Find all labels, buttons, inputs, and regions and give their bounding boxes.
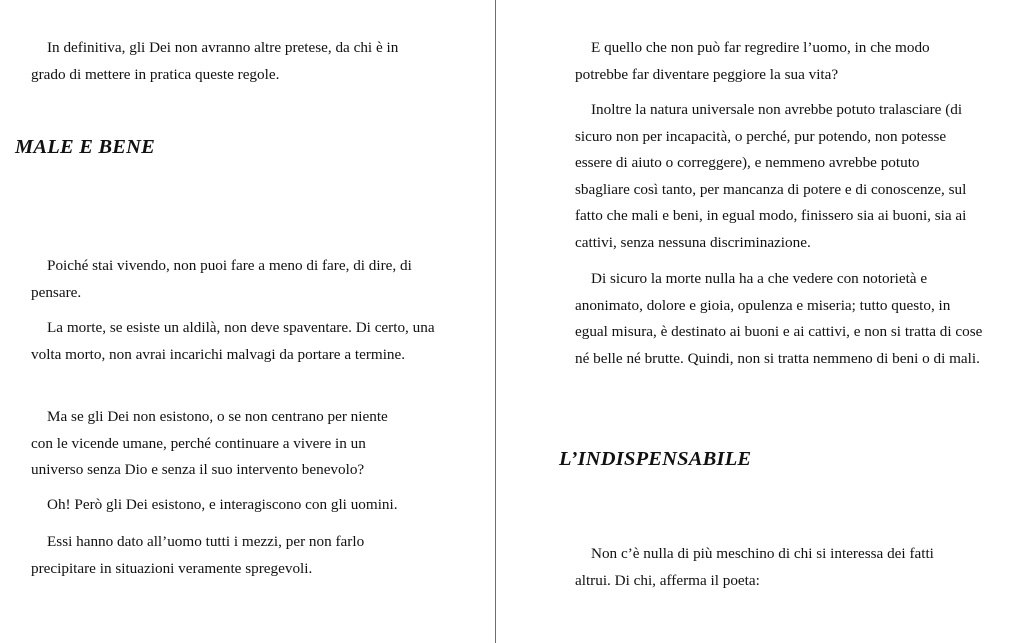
section-heading-l-indispensabile: L’INDISPENSABILE — [559, 448, 752, 470]
right-paragraph-1: E quello che non può far regredire l’uomo, in che modo potrebbe far diventare peggiore la sua vita? — [575, 39, 930, 83]
section-heading-male-e-bene: MALE E BENE — [15, 136, 156, 158]
left-paragraph-4: Oh! Però gli Dei esistono, e interagiscono con gli uomini. — [47, 496, 398, 513]
right-paragraph-2: Inoltre la natura universale non avrebbe potuto tralasciare (di sicuro non per incapacità, o perché, pur potendo, non potesse essere di aiuto o correggere), e nemmeno avrebbe potuto sbagliare così tanto, per mancanza di potere e di conoscenze, sul fatto che mali e beni, in egual modo, finissero sia ai buoni, sia ai cattivi, senza nessuna discriminazione. — [575, 101, 967, 251]
left-paragraph-5: Essi hanno dato all’uomo tutti i mezzi, per non farlo precipitare in situazioni veramente spregevoli. — [31, 533, 365, 577]
left-paragraph-3: Ma se gli Dei non esistono, o se non centrano per niente con le vicende umane, perché continuare a vivere in un universo senza Dio e senza il suo intervento benevolo? — [31, 408, 388, 478]
left-paragraph-1: Poiché stai vivendo, non puoi fare a meno di fare, di dire, di pensare. — [31, 257, 412, 301]
left-paragraph-2: La morte, se esiste un aldilà, non deve spaventare. Di certo, una volta morto, non avrai incarichi malvagi da portare a termine. — [31, 319, 435, 363]
left-page — [0, 0, 495, 643]
left-intro-paragraph: In definitiva, gli Dei non avranno altre pretese, da chi è in grado di mettere in pratica queste regole. — [31, 39, 399, 83]
right-closing-paragraph: Non c’è nulla di più meschino di chi si interessa dei fatti altrui. Di chi, afferma il poeta: — [575, 545, 934, 589]
page-divider — [495, 0, 496, 643]
right-page — [497, 0, 1013, 643]
right-paragraph-3: Di sicuro la morte nulla ha a che vedere con notorietà e anonimato, dolore e gioia, opulenza e miseria; tutto questo, in egual misura, è destinato ai buoni e ai cattivi, e non si tratta di cose né belle né brutte. Quindi, non si tratta nemmeno di beni o di mali. — [575, 270, 983, 367]
